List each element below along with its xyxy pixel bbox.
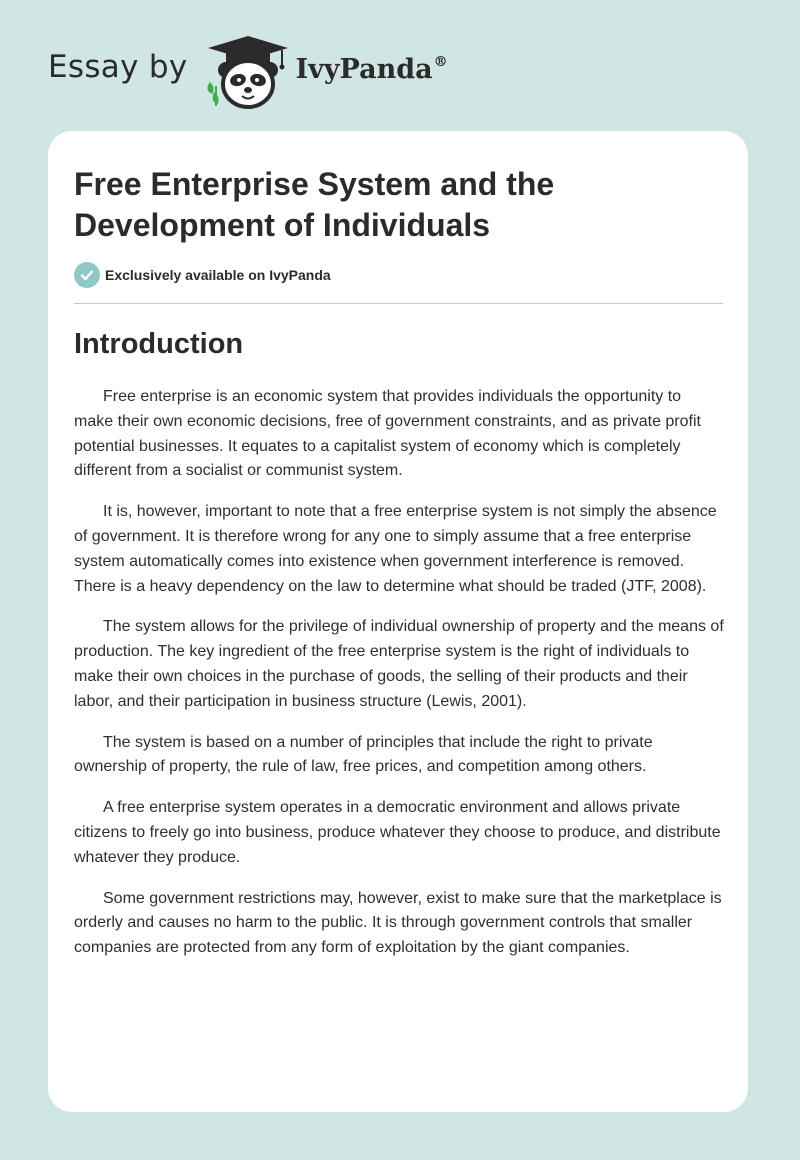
site-header (48, 32, 448, 112)
essay-card (48, 131, 748, 1112)
brand-name[interactable]: IvyPanda® (295, 53, 448, 85)
paragraph: Free enterprise is an economic system that provides individuals the opportunity to make their own economic decisions, free of government constraints, and as private profit potential businesses. It equates to a capitalist system of economy which is completely different from a socialist or communist system. (74, 388, 701, 480)
paragraph: The system allows for the privilege of individual ownership of property and the means of production. The key ingredient of the free enterprise system is the right of individuals to make their own choices in the purchase of goods, the selling of their products and their labor, and their participation in business structure (Lewis, 2001). (74, 618, 724, 710)
essay-by-label: Essay by (48, 49, 188, 85)
check-circle-icon (74, 262, 100, 288)
divider (74, 303, 723, 304)
paragraph: The system is based on a number of principles that include the right to private ownership of property, the rule of law, free prices, and competition among others. (74, 733, 653, 776)
essay-body (74, 385, 724, 977)
exclusive-badge (74, 262, 331, 288)
section-heading: Introduction (74, 328, 244, 360)
exclusive-label: Exclusively available on IvyPanda (105, 267, 331, 283)
paragraph: It is, however, important to note that a free enterprise system is not simply the absence of government. It is therefore wrong for any one to simply assume that a free enterprise system automatically comes into existence when government interference is removed. There is a heavy dependency on the law to determine what should be traded (JTF, 2008). (74, 503, 717, 595)
panda-graduate-icon[interactable] (202, 32, 294, 112)
registered-mark: ® (433, 53, 448, 70)
page-title: Free Enterprise System and the Development of Individuals (74, 166, 555, 243)
paragraph: Some government restrictions may, however, exist to make sure that the marketplace is orderly and causes no harm to the public. It is through government controls that smaller companies are protected from any form of exploitation by the giant companies. (74, 889, 722, 957)
paragraph: A free enterprise system operates in a democratic environment and allows private citizens to freely go into business, produce whatever they choose to produce, and distribute whatever they produce. (74, 799, 721, 866)
